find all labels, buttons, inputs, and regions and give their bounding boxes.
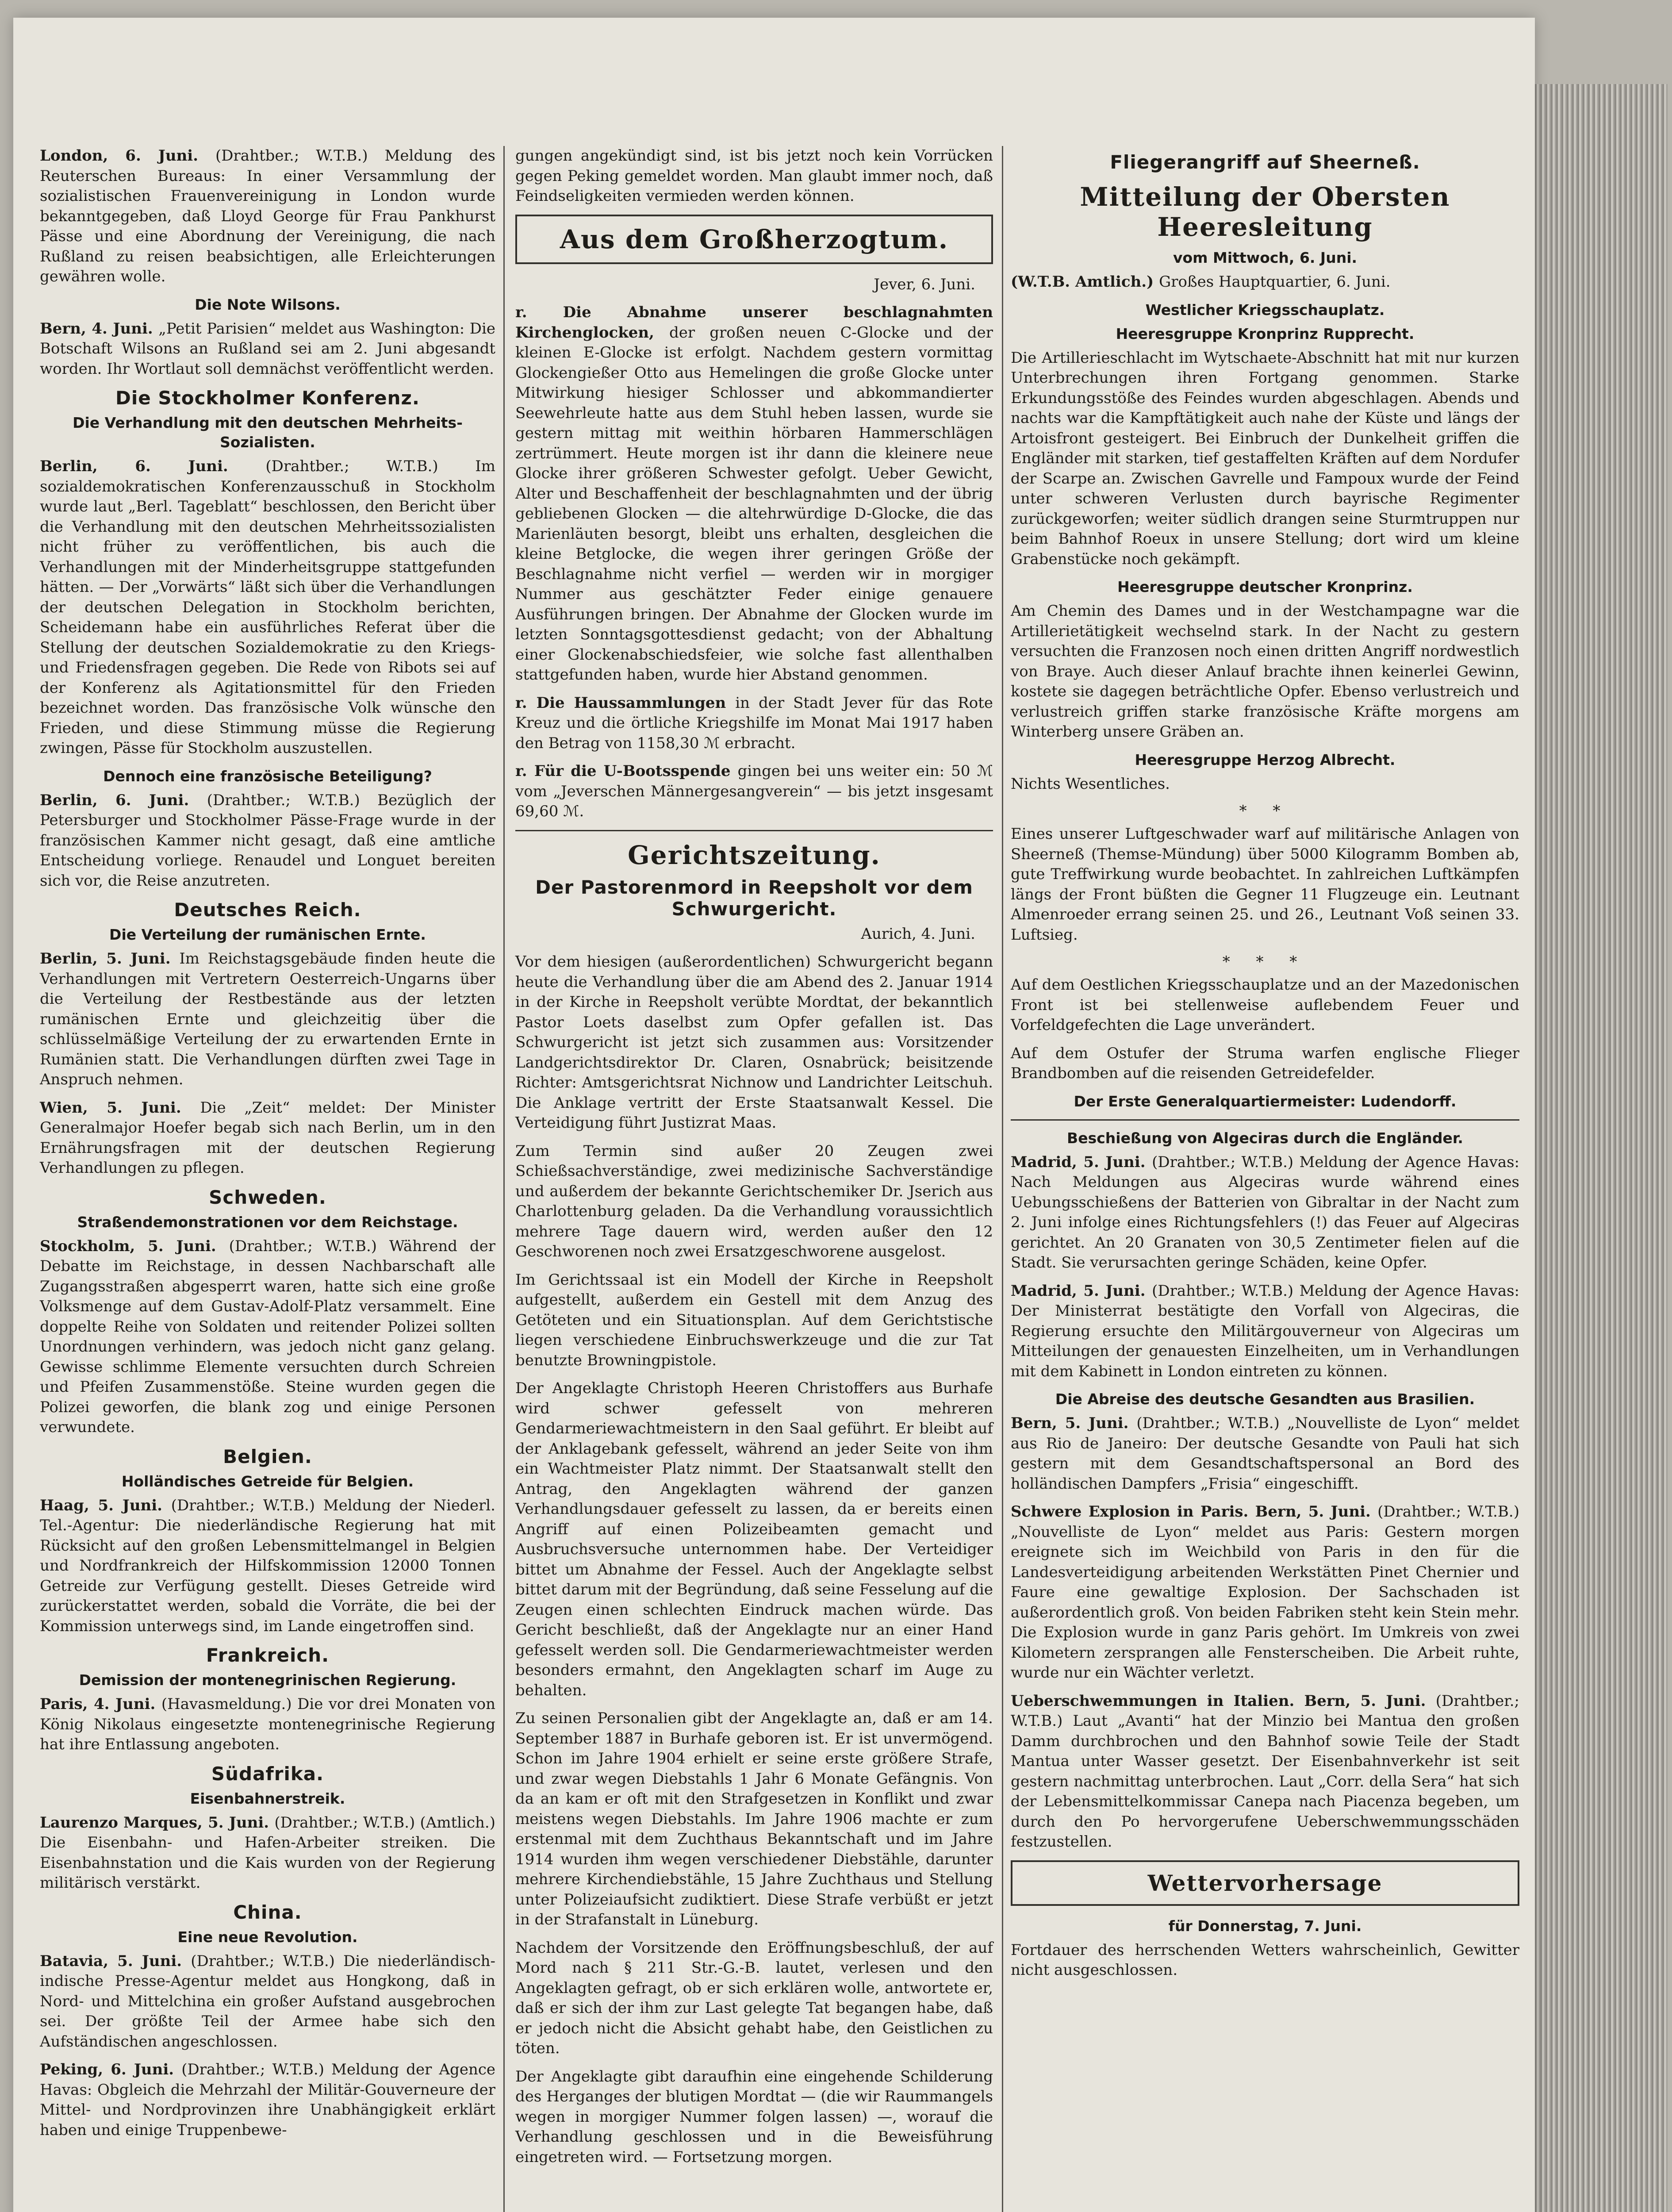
subheading: Die Abreise des deutsche Gesandten aus Brasilien. — [1055, 1390, 1475, 1408]
paragraph-text: (Drahtber.; W.T.B.) „Nouvelliste de Lyon“ meldet aus Paris: Gestern morgen ereignete sich im Weichbild von Paris in den für die Landesverteidigung arbeitenden Werkstätten Pinet Chernier und Faure eine gewaltige Explosion. Der Sachschaden ist außerordentlich groß. Von beiden Fabriken steht kein Stein mehr. Die Explosion wurde in ganz Paris gehört. Im Umkreis von zwei Kilometern zersprangen alle Fensterscheiben. Die Arbeit ruhte, wurde nur ein Wächter verletzt. — [1011, 1503, 1519, 1682]
subheading: Die Verteilung der rumänischen Ernte. — [109, 926, 426, 943]
dateline-lead: (W.T.B. Amtlich.) — [1011, 273, 1159, 291]
subheading: Heeresgruppe deutscher Kronprinz. — [1117, 578, 1413, 595]
article-paragraph — [40, 457, 495, 759]
paragraph-text: (Drahtber.; W.T.B.) Laut „Avanti“ hat der Minzio bei Mantua den großen Damm durchbrochen und den Bahnhof sowie Teile der Stadt Mantua unter Wasser gesetzt. Der Eisenbahnverkehr ist seit gestern nachmittag unterbrochen. Laut „Corr. della Sera“ hat sich der Lebensmittelkommissar Canepa nach Piacenza begeben, um durch den Po hervorgerufene Ueberschwemmungsschäden festzustellen. — [1011, 1692, 1519, 1851]
dateline: Jever, 6. Juni. — [874, 275, 975, 293]
separator-rule — [515, 830, 993, 831]
article-paragraph — [40, 791, 495, 891]
dateline-lead: Madrid, 5. Juni. — [1011, 1153, 1152, 1171]
paragraph-text: Der Angeklagte Christoph Heeren Christoffers aus Burhafe wird schwer gefesselt von mehreren Gendarmeriewachtmeistern in den Saal geführt. Er bleibt auf der Anklagebank gefesselt, während an jeder Seite von ihm ein Wachtmeister Platz nimmt. Der Staatsanwalt stellt den Antrag, den Angeklagten während der ganzen Verhandlungsdauer gefesselt zu lassen, da er bereits einen Angriff auf einen Polizeibeamten gemacht und Ausbruchsversuche unternommen habe. Der Verteidiger bittet um Abnahme der Fessel. Auch der Angeklagte selbst bittet darum mit der Begründung, daß seine Fesselung auf die Zeugen einen schlechten Eindruck machen würde. Das Gericht beschließt, daß der Angeklagte nur an einer Hand gefesselt werden soll. Die Gendarmeriewachtmeister werden besonders ermahnt, den Angeklagten scharf im Auge zu behalten. — [515, 1379, 993, 1699]
dateline-lead: Madrid, 5. Juni. — [1011, 1282, 1152, 1300]
dateline-lead: Bern, 5. Juni. — [1011, 1414, 1137, 1432]
dateline: Aurich, 4. Juni. — [861, 925, 975, 943]
dateline-lead: Laurenzo Marques, 5. Juni. — [40, 1813, 275, 1832]
paragraph-text: (Drahtber.; W.T.B.) Meldung der Agence Havas: Nach Meldungen aus Algeciras wurde während eines Uebungsschießens der Batterien von Gibraltar in der Nacht zum 2. Juni infolge eines Richtungsfehlers (!) das Feuer auf Algeciras gerichtet. An 20 Granaten von 30,5 Zentimeter fielen auf die Stadt. Sie verursachten geringe Schäden, keine Opfer. — [1011, 1153, 1519, 1271]
paragraph-text: (Drahtber.; W.T.B.) Bezüglich der Petersburger und Stockholmer Pässe-Frage wurde in der französischen Kammer nicht gesagt, daß eine amtliche Entscheidung vorliege. Renaudel und Longuet bereiten sich vor, die Reise anzutreten. — [40, 791, 495, 890]
masthead-heading: Gerichtszeitung. — [628, 840, 881, 870]
article-paragraph — [1011, 824, 1519, 945]
subheading: Westlicher Kriegsschauplatz. — [1145, 301, 1385, 319]
subheading: vom Mittwoch, 6. Juni. — [1173, 249, 1358, 266]
paragraph-text: (Drahtber.; W.T.B.) Meldung der Agence Havas: Der Ministerrat bestätigte den Vorfall von Algeciras, die Regierung ersuchte den Militärgouverneur von Algeciras um Mitteilungen der genauesten Einzelheiten, um in Verhandlungen mit dem Kabinett in London eintreten zu können. — [1011, 1282, 1519, 1380]
column-middle — [515, 146, 993, 2175]
article-paragraph — [40, 1098, 495, 1179]
subheading: Die Note Wilsons. — [195, 296, 341, 313]
paragraph-text: Im Gerichtssaal ist ein Modell der Kirche in Reepsholt aufgestellt, außerdem ein Gestell mit dem Anzug des Getöteten und ein Situationsplan. Auf dem Gerichtstische liegen verschiedene Einbruchswerkzeuge und die zur Tat benutzte Browningpistole. — [515, 1271, 993, 1369]
column-rule — [1002, 146, 1003, 2212]
article-paragraph — [40, 319, 495, 380]
paragraph-text: Nachdem der Vorsitzende den Eröffnungsbeschluß, der auf Mord nach § 211 Str.-G.-B. lautet, verlesen und den Angeklagten gefragt, ob er sich erklären wolle, antwortete er, daß er sich der ihm zur Last gelegte Tat begangen habe, daß er jedoch nicht die Absicht gehabt habe, den Geistlichen zu töten. — [515, 1939, 993, 2057]
box-title: Aus dem Großherzogtum. — [560, 224, 949, 254]
paragraph-text: Nichts Wesentliches. — [1011, 775, 1170, 793]
article-paragraph — [515, 761, 993, 822]
dateline-lead: r. Die Abnahme unserer beschlagnahmten Kirchenglocken, — [515, 303, 993, 342]
weather-box — [1011, 1860, 1519, 1906]
dateline-lead: Berlin, 6. Juni. — [40, 791, 207, 809]
dateline-lead: London, 6. Juni. — [40, 147, 216, 165]
dateline-lead: Berlin, 5. Juni. — [40, 950, 180, 968]
article-paragraph — [515, 2067, 993, 2168]
article-paragraph — [1011, 1044, 1519, 1084]
paragraph-text: (Drahtber.; W.T.B.) (Amtlich.) Die Eisenbahn- und Hafen-Arbeiter streiken. Die Eisenbahnstation und die Kais wurden von der Regierung militärisch verstärkt. — [40, 1813, 495, 1892]
article-paragraph — [515, 1141, 993, 1262]
weather-subheading: für Donnerstag, 7. Juni. — [1168, 1917, 1362, 1935]
weather-text: Fortdauer des herrschenden Wetters wahrscheinlich, Gewitter nicht ausgeschlossen. — [1011, 1941, 1519, 1979]
subheading: Holländisches Getreide für Belgien. — [121, 1472, 414, 1490]
dateline-lead: r. Für die U-Bootsspende — [515, 762, 738, 780]
paragraph-text: gingen bei uns weiter ein: 50 ℳ vom „Jeverschen Männergesangverein“ — bis jetzt insgesamt 69,60 ℳ. — [515, 762, 993, 820]
section-box — [515, 215, 993, 264]
article-paragraph — [515, 693, 993, 754]
section-heading: Der Pastorenmord in Reepsholt vor dem Schwurgericht. — [535, 876, 973, 920]
paragraph-text: Die Artillerieschlacht im Wytschaete-Abschnitt hat mit nur kurzen Unterbrechungen ihren Fortgang genommen. Starke Erkundungsstöße des Feindes wurden abgeschlagen. Abends und nachts war die Kampftätigkeit auch nahe der Küste und längs der Artoisfront gesteigert. Bei Einbruch der Dunkelheit griffen die Engländer mit starken, tief gestaffelten Kräften auf dem Nordufer der Scarpe an. Zwischen Gavrelle und Fampoux wurde der Feind unter schweren Verlusten durch bayrische Regimenter zurückgeworfen; weiter südlich drangen seine Sturmtruppen nur beim Bahnhof Roeux in unsere Stellung; dort wird um kleine Grabenstücke noch gekämpft. — [1011, 349, 1519, 568]
section-heading: Frankreich. — [206, 1644, 330, 1666]
article-paragraph — [40, 146, 495, 287]
article-paragraph — [515, 1270, 993, 1371]
paragraph-text: Eines unserer Luftgeschwader warf auf militärische Anlagen von Sheerneß (Themse-Mündung) über 5000 Kilogramm Bomben ab, gute Treffwirkung wurde beobachtet. In zahlreichen Luftkämpfen längs der Front büßten die Gegner 11 Flugzeuge ein. Leutnant Almenroeder errang seinen 25. und 26., Leutnant Voß seinen 33. Luftsieg. — [1011, 825, 1519, 944]
dateline-lead: Berlin, 6. Juni. — [40, 457, 266, 475]
subheading: Beschießung von Algeciras durch die Engländer. — [1067, 1129, 1463, 1147]
article-paragraph — [515, 952, 993, 1133]
paragraph-text: (Drahtber.; W.T.B.) Während der Debatte im Reichstage, in dessen Nachbarschaft alle Zugangsstraßen abgesperrt waren, hatte sich eine große Volksmenge auf dem Gustav-Adolf-Platz versammelt. Eine doppelte Reihe von Soldaten und reitender Polizei sollten Unordnungen verhindern, was jedoch nicht ganz gelang. Gewisse schlimme Elemente versuchten durch Schreien und Pfeifen Zusammenstöße. Steine wurden gegen die Polizei geworfen, die blank zog und einige Personen verwundete. — [40, 1237, 495, 1436]
section-heading: Deutsches Reich. — [174, 899, 361, 921]
paragraph-text: Im Reichstagsgebäude finden heute die Verhandlungen mit Vertretern Oesterreich-Ungarns über die Verteilung der Restbestände aus der letzten rumänischen Ernte und gleichzeitig über die schlüsselmäßige Verteilung der zu erwartenden Ernte in Rumänien statt. Die Verhandlungen dürften zwei Tage in Anspruch nehmen. — [40, 950, 495, 1088]
section-heading: Die Stockholmer Konferenz. — [115, 387, 420, 409]
dateline-lead: Peking, 6. Juni. — [40, 2061, 182, 2078]
dateline-lead: r. Die Haussammlungen — [515, 694, 736, 712]
paragraph-text: (Drahtber.; W.T.B.) Die niederländisch-indische Presse-Agentur meldet aus Hongkong, daß in Nord- und Mittelchina ein großer Aufstand ausgebrochen sei. Der größte Teil der Armee habe sich den Aufständischen angeschlossen. — [40, 1952, 495, 2051]
article-paragraph — [1011, 1691, 1519, 1852]
paragraph-text: gungen angekündigt sind, ist bis jetzt noch kein Vorrücken gegen Peking gemeldet worden. Man glaubt immer noch, daß Feindseligkeiten vermieden werden können. — [515, 147, 993, 205]
dateline-lead: Stockholm, 5. Juni. — [40, 1237, 229, 1255]
dateline-lead: Batavia, 5. Juni. — [40, 1952, 191, 1970]
article-paragraph — [1011, 348, 1519, 570]
article-paragraph — [1011, 1502, 1519, 1683]
paragraph-text: Großes Hauptquartier, 6. Juni. — [1159, 273, 1391, 291]
article-paragraph — [1011, 272, 1519, 292]
separator-rule — [1011, 1119, 1519, 1121]
dateline-lead: Bern, 4. Juni. — [40, 319, 159, 338]
article-paragraph — [40, 1813, 495, 1893]
subheading: Straßendemonstrationen vor dem Reichstage. — [77, 1213, 458, 1231]
paragraph-text: der großen neuen C-Glocke und der kleinen E-Glocke ist erfolgt. Nachdem gestern vormittag Glockengießer Otto aus Hemelingen die große Glocke unter Mitwirkung hiesiger Schlosser und abkommandierter Seewehrleute hatte aus dem Stuhl heben lassen, wurde sie gestern mittag mit weithin hörbaren Hammerschlägen zertrümmert. Heute morgen ist ihr dann die kleinere neue Glocke ihrer größeren Schwester gefolgt. Ueber Gewicht, Alter und Beschaffenheit der beschlagnahmten und der übrig gebliebenen Glocken — die altehrwürdige D-Glocke, die das Marienläuten besorgt, bleibt uns erhalten, desgleichen die kleine Betglocke, die wegen ihrer geringen Größe der Beschlagnahme nicht verfiel — werden wir in morgiger Nummer aus geschätzter Feder einige genauere Ausführungen bringen. Der Abnahme der Glocken wurde im letzten Sonntagsgottesdienst gedacht; von der Abhaltung einer Glockenabschiedsfeier, wie solche fast allenthalben stattgefunden haben, wurde hier Abstand genommen. — [515, 323, 993, 684]
column-left — [40, 146, 495, 2148]
article-paragraph — [1011, 1413, 1519, 1494]
page-edge-stack — [1535, 84, 1668, 2212]
subheading: Heeresgruppe Kronprinz Rupprecht. — [1116, 325, 1415, 342]
article-paragraph — [1011, 975, 1519, 1036]
paragraph-text: Zum Termin sind außer 20 Zeugen zwei Schießsachverständige, zwei medizinische Sachverständige und außerdem der bekannte Gerichtschemiker Dr. Jserich aus Charlottenburg geladen. Da die Verhandlung voraussichtlich mehrere Tage dauern wird, werden außer den 12 Geschworenen noch zwei Ersatzgeschworene ausgelost. — [515, 1142, 993, 1260]
article-paragraph — [40, 1694, 495, 1755]
section-heading: China. — [233, 1901, 302, 1923]
subheading: Dennoch eine französische Beteiligung? — [103, 767, 432, 785]
paragraph-text: (Drahtber.; W.T.B.) „Nouvelliste de Lyon“ meldet aus Rio de Janeiro: Der deutsche Gesandte von Pauli hat sich gestern mit dem Gesandtschaftspersonal an Bord des holländischen Dampfers „Frisia“ eingeschifft. — [1011, 1414, 1519, 1493]
section-heading: Südafrika. — [211, 1763, 324, 1785]
article-paragraph — [1011, 601, 1519, 742]
separator-stars: * * — [1239, 802, 1291, 820]
newspaper-page — [13, 18, 1535, 2212]
separator-stars: * * * — [1222, 953, 1308, 971]
subheading: Eine neue Revolution. — [177, 1928, 358, 1946]
article-paragraph — [40, 2060, 495, 2140]
paragraph-text: Am Chemin des Dames und in der Westchampagne war die Artillerietätigkeit wechselnd stark. In der Nacht zu gestern versuchten die Franzosen noch einen dritten Angriff nordwestlich von Braye. Auch dieser Anlauf brachte ihnen keinerlei Gewinn, kostete sie dagegen beträchtliche Opfer. Ebenso verlustreich und verlustreich griffen starke französische Kräfte morgens am Winterberg unsere Gräben an. — [1011, 602, 1519, 741]
paragraph-text: „Petit Parisien“ meldet aus Washington: Die Botschaft Wilsons an Rußland sei am 2. Juni abgesandt worden. Ihr Wortlaut soll demnächst veröffentlicht werden. — [40, 319, 495, 378]
article-paragraph — [515, 146, 993, 207]
article-paragraph — [40, 949, 495, 1090]
article-paragraph — [515, 1709, 993, 1930]
column-rule — [503, 146, 505, 2212]
paragraph-text: Auf dem Ostufer der Struma warfen englische Flieger Brandbomben auf die reisenden Getreidefelder. — [1011, 1044, 1519, 1082]
section-heading: Belgien. — [223, 1445, 312, 1467]
paragraph-text: in der Stadt Jever für das Rote Kreuz und die örtliche Kriegshilfe im Monat Mai 1917 haben den Betrag von 1158,30 ℳ erbracht. — [515, 694, 993, 752]
subheading: Eisenbahnerstreik. — [190, 1790, 345, 1807]
paragraph-text: Zu seinen Personalien gibt der Angeklagte an, daß er am 14. September 1887 in Burhafe geboren ist. Er ist unvermögend. Schon im Jahre 1904 erhielt er seine erste größere Strafe, und zwar wegen Diebstahls 1 Jahr 6 Monate Gefängnis. Von da an kam er oft mit den Strafgesetzen in Konflikt und zwar meistens wegen Diebstahls. Im Jahre 1906 machte er zum erstenmal mit dem Zuchthaus Bekanntschaft und im Jahre 1914 wurden ihm wegen verschiedener Diebstähle, darunter mehrere Kirchendiebstähle, 15 Jahre Zuchthaus und Stellung unter Polizeiaufsicht zudiktiert. Diese Strafe verbüßt er jetzt in der Strafanstalt in Lüneburg. — [515, 1709, 993, 1928]
subheading: Heeresgruppe Herzog Albrecht. — [1135, 751, 1396, 768]
paragraph-text: (Drahtber.; W.T.B.) Meldung der Niederl. Tel.-Agentur: Die niederländische Regierung hat mit Rücksicht auf den großen Lebensmittelmangel in Belgien und Nordfrankreich der Hilfskommission 12000 Tonnen Getreide zur Verfügung gestellt. Dieses Getreide wird zurückerstattet werden, sobald die Vorräte, die bei der Kommission unterwegs sind, im Lande eingetroffen sind. — [40, 1496, 495, 1635]
article-paragraph — [40, 1951, 495, 2052]
weather-section — [1011, 1860, 1519, 1981]
column-right — [1011, 146, 1519, 1989]
weather-title: Wettervorhersage — [1147, 1870, 1383, 1896]
paragraph-text: Vor dem hiesigen (außerordentlichen) Schwurgericht begann heute die Verhandlung über die am Abend des 2. Januar 1914 in der Kirche in Reepsholt verübte Mordtat, der bekanntlich Pastor Loets daselbst zum Opfer gefallen ist. Das Schwurgericht ist jetzt sich zusammen aus: Vorsitzender Landgerichtsdirektor Dr. Claren, Osnabrück; beisitzende Richter: Amtsgerichtsrat Nichnow und Landrichter Leitschuh. Die Anklage vertritt der Erste Staatsanwalt Kessel. Die Verteidigung führt Justizrat Maas. — [515, 953, 993, 1132]
article-paragraph — [1011, 1281, 1519, 1382]
section-heading: Schweden. — [209, 1186, 326, 1208]
article-paragraph — [1011, 1152, 1519, 1273]
dateline-lead: Schwere Explosion in Paris. Bern, 5. Juni. — [1011, 1503, 1378, 1521]
subheading: Demission der montenegrinischen Regierung. — [79, 1671, 456, 1689]
dateline-lead: Ueberschwemmungen in Italien. Bern, 5. Juni. — [1011, 1692, 1436, 1710]
section-heading: Fliegerangriff auf Sheerneß. — [1110, 151, 1420, 173]
paragraph-text: Der Angeklagte gibt daraufhin eine eingehende Schilderung des Herganges der blutigen Mordtat — (die wir Raummangels wegen in morgiger Nummer folgen lassen) —, worauf die Verhandlung geschlossen und in die Beweisführung eingetreten wird. — Fortsetzung morgen. — [515, 2067, 993, 2166]
dateline-lead: Wien, 5. Juni. — [40, 1098, 200, 1117]
article-paragraph — [515, 1379, 993, 1701]
paragraph-text: (Drahtber.; W.T.B.) Meldung des Reuterschen Bureaus: In einer Versammlung der sozialistischen Frauenvereinigung in London wurde bekanntgegeben, daß Lloyd George für Frau Pankhurst Pässe und eine Abordnung der Vereinigung, die nach Rußland zu reisen beabsichtigen, alle Erleichterungen gewähren wolle. — [40, 147, 495, 285]
article-paragraph — [515, 1938, 993, 2059]
subheading: Der Erste Generalquartiermeister: Ludendorff. — [1074, 1092, 1457, 1110]
dateline-lead: Paris, 4. Juni. — [40, 1695, 161, 1713]
article-paragraph — [515, 303, 993, 685]
paragraph-text: Auf dem Oestlichen Kriegsschauplatze und an der Mazedonischen Front ist bei stellenweise auflebendem Feuer und Vorfeldgefechten die Lage unverändert. — [1011, 976, 1519, 1034]
article-paragraph — [40, 1237, 495, 1438]
masthead-heading: Mitteilung der Obersten Heeresleitung — [1080, 182, 1450, 242]
paragraph-text: (Havasmeldung.) Die vor drei Monaten von König Nikolaus eingesetzte montenegrinische Regierung hat ihre Entlassung angeboten. — [40, 1695, 495, 1753]
subheading: Die Verhandlung mit den deutschen Mehrheits-Sozialisten. — [73, 414, 463, 451]
dateline-lead: Haag, 5. Juni. — [40, 1496, 171, 1514]
paragraph-text: (Drahtber.; W.T.B.) Im sozialdemokratischen Konferenzausschuß in Stockholm wurde laut „Berl. Tageblatt“ beschlossen, den Bericht über die Verhandlung mit den deutschen Mehrheitssozialisten nicht früher zu veröffentlichen, bis auch die Verhandlungen mit der Minderheitsgruppe stattgefunden hätten. — Der „Vorwärts“ läßt sich über die Verhandlungen der deutschen Delegation in Stockholm berichten, Scheidemann habe ein ausführliches Referat über die Stellung der deutschen Sozialdemokratie zu den Kriegs- und Friedensfragen gegeben. Die Rede von Ribots sei auf der Konferenz als Agitationsmittel für den Frieden bezeichnet worden. Das französische Volk wünsche den Frieden, und diese Stimmung müsse die Regierung zwingen, Pässe für Stockholm auszustellen. — [40, 457, 495, 757]
article-paragraph — [1011, 774, 1519, 795]
paragraph-text: Die „Zeit“ meldet: Der Minister Generalmajor Hoefer begab sich nach Berlin, um in den Ernährungsfragen mit der deutschen Regierung Verhandlungen zu pflegen. — [40, 1098, 495, 1177]
paragraph-text: (Drahtber.; W.T.B.) Meldung der Agence Havas: Obgleich die Mehrzahl der Militär-Gouverneure der Mittel- und Nordprovinzen ihre Unabhängigkeit erklärt haben und einige Truppenbewe- — [40, 2061, 496, 2139]
article-paragraph — [40, 1496, 495, 1637]
